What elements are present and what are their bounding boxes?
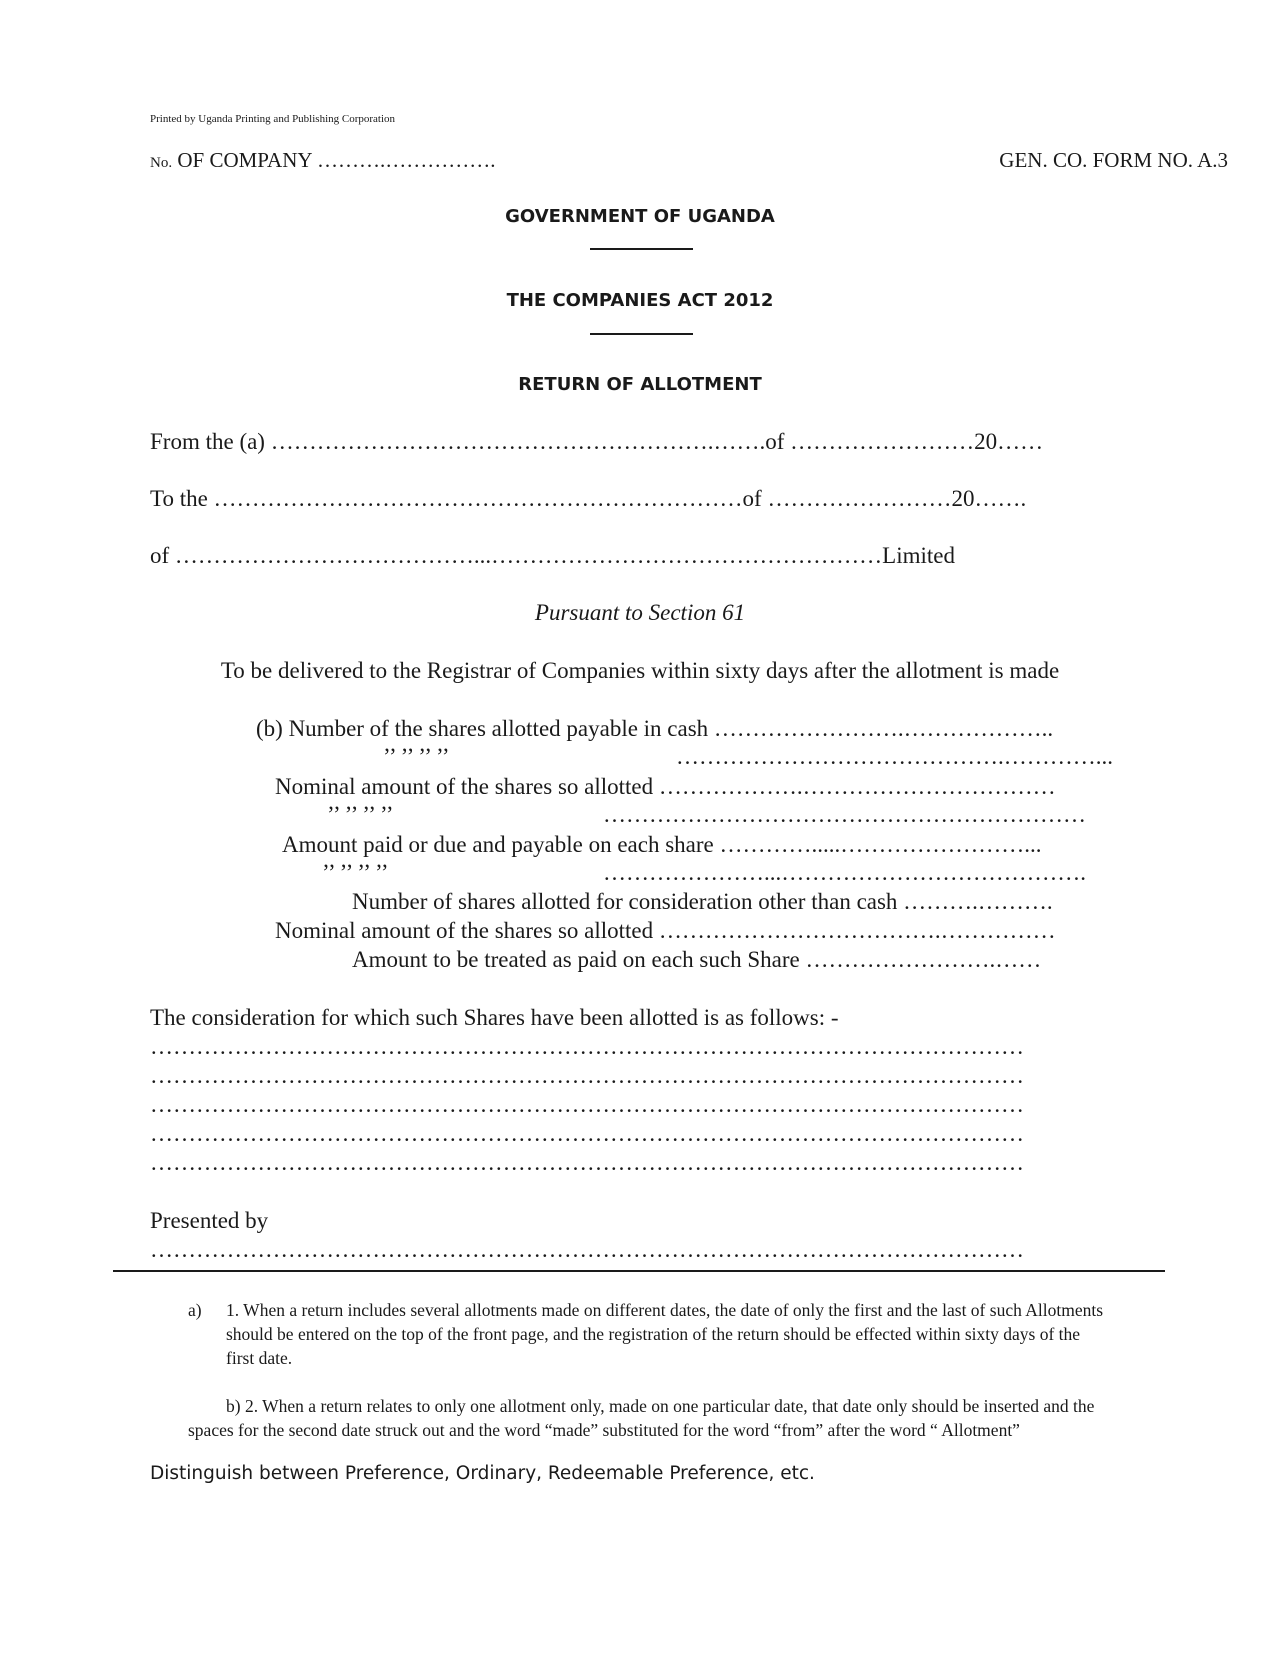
company-number-label: OF COMPANY ……….……………. (177, 148, 496, 172)
form-title: RETURN OF ALLOTMENT (518, 374, 762, 395)
footnote-a-marker: a) (188, 1300, 202, 1320)
presented-by-line: …………………………………………………………………………………………………… (150, 1237, 1024, 1262)
company-number-prefix: No. (150, 155, 173, 171)
ditto-marks-2: ’’ ’’ ’’ ’’ (327, 802, 394, 827)
footnote-a-text: 1. When a return includes several allotments made on different dates, the date of only the first and the last of such Allotments should be entered on the top of the front page, and the registration of the return should be effected within sixty days of the first date. (226, 1300, 1104, 1368)
footnote-separator (113, 1270, 1165, 1272)
consideration-line: …………………………………………………………………………………………………… (150, 1092, 1024, 1117)
other-amount-treated-paid: Amount to be treated as paid on each such Share …………………….…… (352, 947, 1042, 972)
pursuant-section: Pursuant to Section 61 (534, 600, 746, 625)
consideration-line: …………………………………………………………………………………………………… (150, 1121, 1024, 1146)
ditto-dotted-line-1: …………………………………….…………... (676, 744, 1113, 769)
act-heading: THE COMPANIES ACT 2012 (506, 290, 774, 311)
consideration-label: The consideration for which such Shares have been allotted is as follows: - (150, 1005, 839, 1030)
company-name-line: of …………………………………...……………………………………………Limited (150, 543, 955, 568)
to-date-line: To the ……………………………………………………………of ……………………20……. (150, 486, 1027, 511)
footnote-b-text: b) 2. When a return relates to only one allotment only, made on one particular date, that date only should be inserted and the spaces for the second date struck out and the word “made” substituted for the word “from” after the word “ Allotment” (188, 1396, 1095, 1440)
heading-rule-1 (590, 248, 693, 250)
delivery-instruction: To be delivered to the Registrar of Companies within sixty days after the allotment is made (220, 658, 1060, 683)
amount-paid-line: Amount paid or due and payable on each share ………….....……………………... (282, 832, 1042, 857)
ditto-marks-3: ’’ ’’ ’’ ’’ (322, 860, 389, 885)
company-number-field (150, 148, 496, 173)
other-consideration-number: Number of shares allotted for consideration other than cash ……….………. (352, 889, 1053, 914)
ditto-marks-1: ’’ ’’ ’’ ’’ (383, 744, 450, 769)
cash-shares-number: (b) Number of the shares allotted payable in cash …………………….……………….. (256, 716, 1054, 741)
consideration-line: …………………………………………………………………………………………………… (150, 1034, 1024, 1059)
share-class-note: Distinguish between Preference, Ordinary, Redeemable Preference, etc. (150, 1463, 815, 1484)
government-heading: GOVERNMENT OF UGANDA (505, 206, 775, 227)
other-nominal-amount: Nominal amount of the shares so allotted ……………………………….…………… (275, 918, 1056, 943)
presented-by-label: Presented by (150, 1208, 269, 1233)
consideration-line: …………………………………………………………………………………………………… (150, 1150, 1024, 1175)
heading-rule-2 (590, 333, 693, 335)
ditto-dotted-line-2: ……………………………………………………… (603, 802, 1086, 827)
printer-credit: Printed by Uganda Printing and Publishing Corporation (150, 113, 396, 125)
consideration-line: …………………………………………………………………………………………………… (150, 1063, 1024, 1088)
nominal-amount-line: Nominal amount of the shares so allotted ……………….…………………………… (275, 774, 1056, 799)
form-number: GEN. CO. FORM NO. A.3 (999, 148, 1228, 172)
from-date-line: From the (a) ………………………………………………….…….of ……………………20…… (150, 429, 1044, 454)
ditto-dotted-line-3: …………………...…………………………………. (603, 860, 1086, 885)
